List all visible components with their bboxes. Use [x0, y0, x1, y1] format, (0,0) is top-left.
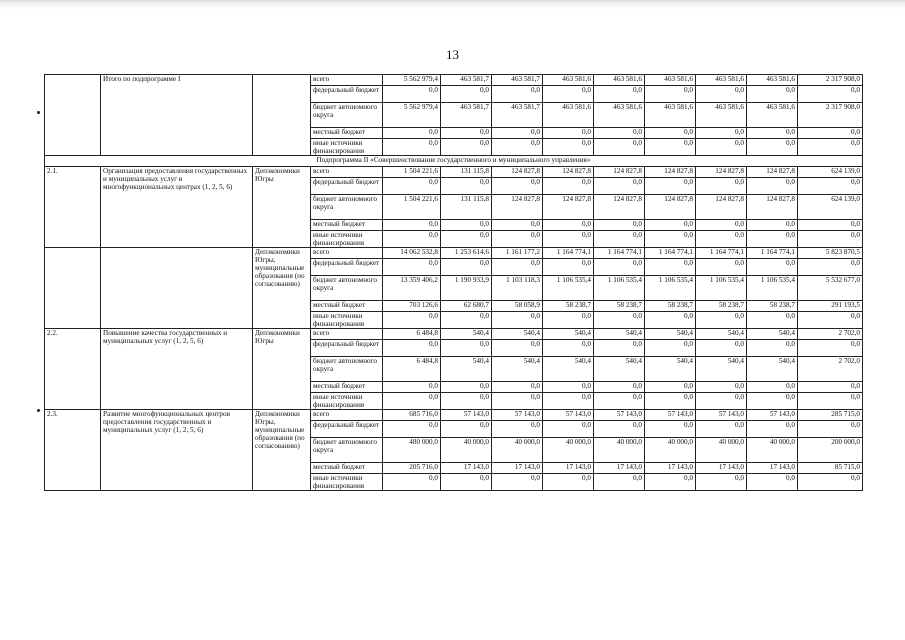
- year-value: 40 000,0: [492, 438, 543, 463]
- funding-source: федеральный бюджет: [311, 259, 383, 276]
- period-value: 0,0: [798, 474, 863, 491]
- total-value: 1 504 221,6: [383, 195, 441, 220]
- year-value: 540,4: [594, 329, 645, 340]
- year-value: 62 680,7: [441, 301, 492, 312]
- year-value: 0,0: [441, 220, 492, 231]
- year-value: 58 238,7: [645, 301, 696, 312]
- year-value: 40 000,0: [441, 438, 492, 463]
- item-executor: Депэкономики Югры: [253, 167, 311, 248]
- period-value: 0,0: [798, 259, 863, 276]
- item-executor: Депэкономики Югры, муниципальные образования (по согласованию): [253, 248, 311, 329]
- year-value: 0,0: [441, 382, 492, 393]
- year-value: 0,0: [696, 312, 747, 329]
- period-value: 0,0: [798, 178, 863, 195]
- period-value: 200 000,0: [798, 438, 863, 463]
- year-value: 0,0: [747, 178, 798, 195]
- year-value: 0,0: [747, 421, 798, 438]
- year-value: 540,4: [747, 329, 798, 340]
- funding-source: иные источники финансирования: [311, 139, 383, 156]
- year-value: 0,0: [594, 139, 645, 156]
- year-value: 0,0: [441, 128, 492, 139]
- year-value: 58 238,7: [543, 301, 594, 312]
- year-value: 540,4: [441, 329, 492, 340]
- year-value: 540,4: [696, 357, 747, 382]
- year-value: 463 581,7: [492, 75, 543, 86]
- year-value: 0,0: [492, 421, 543, 438]
- funding-source: местный бюджет: [311, 301, 383, 312]
- year-value: 0,0: [492, 220, 543, 231]
- year-value: 540,4: [645, 329, 696, 340]
- year-value: 58 238,7: [747, 301, 798, 312]
- year-value: 0,0: [645, 340, 696, 357]
- year-value: 131 115,8: [441, 167, 492, 178]
- year-value: 0,0: [543, 86, 594, 103]
- table-row: [45, 167, 863, 178]
- total-value: 0,0: [383, 178, 441, 195]
- funding-source: бюджет автономного округа: [311, 195, 383, 220]
- year-value: 57 143,0: [441, 410, 492, 421]
- year-value: 0,0: [696, 220, 747, 231]
- year-value: 0,0: [696, 139, 747, 156]
- year-value: 0,0: [594, 259, 645, 276]
- year-value: 463 581,6: [645, 75, 696, 86]
- year-value: 1 161 177,2: [492, 248, 543, 259]
- year-value: 0,0: [747, 474, 798, 491]
- funding-source: бюджет автономного округа: [311, 276, 383, 301]
- total-value: 14 062 532,8: [383, 248, 441, 259]
- funding-source: местный бюджет: [311, 220, 383, 231]
- year-value: 124 827,8: [492, 167, 543, 178]
- year-value: 540,4: [492, 357, 543, 382]
- year-value: 0,0: [747, 259, 798, 276]
- year-value: 40 000,0: [594, 438, 645, 463]
- year-value: 0,0: [645, 86, 696, 103]
- funding-source: всего: [311, 75, 383, 86]
- scan-dot: [37, 111, 40, 114]
- year-value: 124 827,8: [543, 167, 594, 178]
- year-value: 0,0: [645, 259, 696, 276]
- year-value: 124 827,8: [594, 167, 645, 178]
- funding-source: бюджет автономного округа: [311, 357, 383, 382]
- year-value: 0,0: [594, 220, 645, 231]
- year-value: 0,0: [645, 382, 696, 393]
- year-value: 124 827,8: [747, 167, 798, 178]
- year-value: 0,0: [747, 312, 798, 329]
- year-value: 540,4: [747, 357, 798, 382]
- total-value: 0,0: [383, 312, 441, 329]
- year-value: 1 106 535,4: [747, 276, 798, 301]
- scan-edge-shadow: [0, 0, 905, 14]
- year-value: 0,0: [594, 421, 645, 438]
- funding-source: всего: [311, 410, 383, 421]
- year-value: 1 164 774,1: [747, 248, 798, 259]
- funding-source: местный бюджет: [311, 463, 383, 474]
- total-value: 685 716,0: [383, 410, 441, 421]
- year-value: 0,0: [747, 340, 798, 357]
- item-name: Повышение качества государственных и муниципальных услуг (1, 2, 5, 6): [101, 329, 253, 410]
- year-value: 0,0: [441, 340, 492, 357]
- year-value: 0,0: [747, 139, 798, 156]
- year-value: 0,0: [645, 231, 696, 248]
- year-value: 0,0: [696, 86, 747, 103]
- year-value: 0,0: [696, 382, 747, 393]
- year-value: 57 143,0: [594, 410, 645, 421]
- year-value: 540,4: [696, 329, 747, 340]
- year-value: 0,0: [696, 421, 747, 438]
- total-value: 0,0: [383, 259, 441, 276]
- period-value: 0,0: [798, 382, 863, 393]
- year-value: 0,0: [696, 393, 747, 410]
- table-body: [45, 75, 863, 491]
- year-value: 0,0: [696, 340, 747, 357]
- funding-source: иные источники финансирования: [311, 393, 383, 410]
- year-value: 0,0: [441, 139, 492, 156]
- year-value: 540,4: [645, 357, 696, 382]
- item-name: Организация предоставления государственных и муниципальных услуг в многофункциональных центрах (1, 2, 5, 6): [101, 167, 253, 248]
- year-value: 0,0: [492, 139, 543, 156]
- funding-source: местный бюджет: [311, 128, 383, 139]
- year-value: 540,4: [441, 357, 492, 382]
- total-value: 0,0: [383, 220, 441, 231]
- total-value: 703 126,6: [383, 301, 441, 312]
- total-value: 13 359 406,2: [383, 276, 441, 301]
- table-row: [45, 329, 863, 340]
- year-value: 0,0: [492, 86, 543, 103]
- period-value: 5 532 677,0: [798, 276, 863, 301]
- period-value: 0,0: [798, 86, 863, 103]
- funding-source: иные источники финансирования: [311, 312, 383, 329]
- period-value: 5 823 870,5: [798, 248, 863, 259]
- funding-source: федеральный бюджет: [311, 178, 383, 195]
- year-value: 0,0: [543, 382, 594, 393]
- total-value: 0,0: [383, 382, 441, 393]
- total-value: 0,0: [383, 231, 441, 248]
- year-value: 540,4: [543, 329, 594, 340]
- year-value: 0,0: [492, 393, 543, 410]
- period-value: 0,0: [798, 231, 863, 248]
- year-value: 0,0: [645, 474, 696, 491]
- year-value: 0,0: [645, 421, 696, 438]
- funding-source: федеральный бюджет: [311, 421, 383, 438]
- total-value: 0,0: [383, 86, 441, 103]
- year-value: 17 143,0: [696, 463, 747, 474]
- total-value: 480 000,0: [383, 438, 441, 463]
- year-value: 124 827,8: [543, 195, 594, 220]
- period-value: 285 715,0: [798, 410, 863, 421]
- item-number: 2.3.: [45, 410, 101, 491]
- total-value: 6 484,8: [383, 329, 441, 340]
- year-value: 463 581,7: [492, 103, 543, 128]
- year-value: 1 164 774,1: [543, 248, 594, 259]
- year-value: 58 238,7: [696, 301, 747, 312]
- total-value: 0,0: [383, 421, 441, 438]
- year-value: 0,0: [543, 178, 594, 195]
- period-value: 291 193,5: [798, 301, 863, 312]
- item-executor: [253, 75, 311, 156]
- year-value: 0,0: [696, 178, 747, 195]
- year-value: 124 827,8: [492, 195, 543, 220]
- subprogram-header-row: [45, 156, 863, 167]
- year-value: 0,0: [594, 393, 645, 410]
- year-value: 0,0: [747, 86, 798, 103]
- year-value: 131 115,8: [441, 195, 492, 220]
- year-value: 1 106 535,4: [696, 276, 747, 301]
- year-value: 0,0: [543, 259, 594, 276]
- year-value: 0,0: [543, 312, 594, 329]
- year-value: 57 143,0: [645, 410, 696, 421]
- year-value: 40 000,0: [747, 438, 798, 463]
- year-value: 1 106 535,4: [543, 276, 594, 301]
- year-value: 1 164 774,1: [594, 248, 645, 259]
- year-value: 40 000,0: [645, 438, 696, 463]
- item-name: [101, 248, 253, 329]
- year-value: 0,0: [645, 128, 696, 139]
- year-value: 17 143,0: [747, 463, 798, 474]
- year-value: 463 581,6: [747, 103, 798, 128]
- year-value: 57 143,0: [543, 410, 594, 421]
- period-value: 0,0: [798, 220, 863, 231]
- year-value: 1 190 933,9: [441, 276, 492, 301]
- year-value: 58 238,7: [594, 301, 645, 312]
- year-value: 17 143,0: [645, 463, 696, 474]
- period-value: 0,0: [798, 312, 863, 329]
- year-value: 0,0: [594, 340, 645, 357]
- year-value: 0,0: [543, 421, 594, 438]
- year-value: 124 827,8: [645, 195, 696, 220]
- year-value: 0,0: [441, 312, 492, 329]
- year-value: 463 581,6: [696, 75, 747, 86]
- year-value: 0,0: [696, 231, 747, 248]
- total-value: 6 484,8: [383, 357, 441, 382]
- funding-source: бюджет автономного округа: [311, 438, 383, 463]
- table-row: [45, 410, 863, 421]
- year-value: 58 058,9: [492, 301, 543, 312]
- period-value: 85 715,0: [798, 463, 863, 474]
- year-value: 1 103 118,3: [492, 276, 543, 301]
- item-name: Итого по подпрограмме I: [101, 75, 253, 156]
- period-value: 0,0: [798, 128, 863, 139]
- funding-source: всего: [311, 167, 383, 178]
- total-value: 0,0: [383, 340, 441, 357]
- year-value: 540,4: [492, 329, 543, 340]
- year-value: 0,0: [645, 220, 696, 231]
- year-value: 463 581,6: [543, 103, 594, 128]
- year-value: 0,0: [441, 86, 492, 103]
- year-value: 0,0: [747, 393, 798, 410]
- year-value: 0,0: [747, 220, 798, 231]
- period-value: 2 317 908,0: [798, 75, 863, 86]
- year-value: 0,0: [645, 178, 696, 195]
- total-value: 5 562 979,4: [383, 103, 441, 128]
- year-value: 463 581,6: [594, 75, 645, 86]
- year-value: 0,0: [696, 474, 747, 491]
- year-value: 0,0: [594, 178, 645, 195]
- year-value: 0,0: [441, 393, 492, 410]
- page-number: 13: [446, 47, 459, 62]
- total-value: 205 716,0: [383, 463, 441, 474]
- scan-dot: [37, 409, 40, 412]
- year-value: 463 581,6: [747, 75, 798, 86]
- year-value: 124 827,8: [645, 167, 696, 178]
- total-value: 0,0: [383, 128, 441, 139]
- item-number: 2.1.: [45, 167, 101, 248]
- year-value: 0,0: [645, 312, 696, 329]
- year-value: 0,0: [594, 474, 645, 491]
- year-value: 0,0: [441, 474, 492, 491]
- year-value: 17 143,0: [543, 463, 594, 474]
- year-value: 0,0: [543, 128, 594, 139]
- period-value: 2 317 908,0: [798, 103, 863, 128]
- total-value: 0,0: [383, 474, 441, 491]
- period-value: 0,0: [798, 421, 863, 438]
- period-value: 2 702,0: [798, 357, 863, 382]
- year-value: 40 000,0: [696, 438, 747, 463]
- year-value: 0,0: [492, 312, 543, 329]
- period-value: 2 702,0: [798, 329, 863, 340]
- funding-source: федеральный бюджет: [311, 86, 383, 103]
- total-value: 1 504 221,6: [383, 167, 441, 178]
- year-value: 0,0: [543, 474, 594, 491]
- budget-table: [44, 74, 863, 491]
- year-value: 0,0: [543, 340, 594, 357]
- item-number: [45, 75, 101, 156]
- period-value: 0,0: [798, 340, 863, 357]
- year-value: 17 143,0: [441, 463, 492, 474]
- table-row: [45, 248, 863, 259]
- funding-source: федеральный бюджет: [311, 340, 383, 357]
- year-value: 1 106 535,4: [594, 276, 645, 301]
- year-value: 124 827,8: [696, 195, 747, 220]
- year-value: 463 581,6: [645, 103, 696, 128]
- year-value: 0,0: [696, 259, 747, 276]
- period-value: 0,0: [798, 393, 863, 410]
- year-value: 0,0: [594, 312, 645, 329]
- year-value: 540,4: [594, 357, 645, 382]
- year-value: 0,0: [441, 259, 492, 276]
- year-value: 0,0: [747, 128, 798, 139]
- year-value: 0,0: [747, 231, 798, 248]
- year-value: 0,0: [645, 393, 696, 410]
- year-value: 57 143,0: [696, 410, 747, 421]
- subprogram-title: Подпрограмма II «Совершенствование государственного и муниципального управления»: [45, 156, 863, 167]
- year-value: 463 581,6: [594, 103, 645, 128]
- funding-source: иные источники финансирования: [311, 474, 383, 491]
- year-value: 0,0: [594, 86, 645, 103]
- year-value: 0,0: [492, 178, 543, 195]
- funding-source: всего: [311, 329, 383, 340]
- year-value: 0,0: [543, 139, 594, 156]
- table-row: [45, 75, 863, 86]
- total-value: 0,0: [383, 393, 441, 410]
- year-value: 0,0: [492, 474, 543, 491]
- year-value: 124 827,8: [747, 195, 798, 220]
- period-value: 624 139,0: [798, 195, 863, 220]
- year-value: 0,0: [543, 220, 594, 231]
- item-name: Развитие многофункциональных центров предоставления государственных и муниципальных услуг (1, 2, 5, 6): [101, 410, 253, 491]
- year-value: 1 164 774,1: [645, 248, 696, 259]
- item-number: [45, 248, 101, 329]
- year-value: 463 581,7: [441, 103, 492, 128]
- year-value: 17 143,0: [492, 463, 543, 474]
- year-value: 0,0: [492, 128, 543, 139]
- year-value: 0,0: [441, 231, 492, 248]
- year-value: 540,4: [543, 357, 594, 382]
- year-value: 0,0: [441, 421, 492, 438]
- year-value: 124 827,8: [594, 195, 645, 220]
- year-value: 0,0: [543, 231, 594, 248]
- year-value: 463 581,7: [441, 75, 492, 86]
- funding-source: местный бюджет: [311, 382, 383, 393]
- funding-source: бюджет автономного округа: [311, 103, 383, 128]
- year-value: 57 143,0: [747, 410, 798, 421]
- year-value: 40 000,0: [543, 438, 594, 463]
- year-value: 57 143,0: [492, 410, 543, 421]
- year-value: 0,0: [645, 139, 696, 156]
- total-value: 5 562 979,4: [383, 75, 441, 86]
- year-value: 0,0: [492, 231, 543, 248]
- funding-source: иные источники финансирования: [311, 231, 383, 248]
- period-value: 624 139,0: [798, 167, 863, 178]
- year-value: 463 581,6: [543, 75, 594, 86]
- year-value: 0,0: [594, 128, 645, 139]
- item-executor: Депэкономики Югры: [253, 329, 311, 410]
- period-value: 0,0: [798, 139, 863, 156]
- year-value: 0,0: [594, 231, 645, 248]
- year-value: 17 143,0: [594, 463, 645, 474]
- year-value: 1 164 774,1: [696, 248, 747, 259]
- year-value: 0,0: [594, 382, 645, 393]
- year-value: 0,0: [747, 382, 798, 393]
- year-value: 0,0: [492, 259, 543, 276]
- year-value: 1 106 535,4: [645, 276, 696, 301]
- year-value: 124 827,8: [696, 167, 747, 178]
- year-value: 0,0: [492, 382, 543, 393]
- year-value: 463 581,6: [696, 103, 747, 128]
- item-number: 2.2.: [45, 329, 101, 410]
- year-value: 0,0: [696, 128, 747, 139]
- year-value: 1 253 614,6: [441, 248, 492, 259]
- year-value: 0,0: [543, 393, 594, 410]
- year-value: 0,0: [441, 178, 492, 195]
- funding-source: всего: [311, 248, 383, 259]
- total-value: 0,0: [383, 139, 441, 156]
- item-executor: Депэкономики Югры, муниципальные образования (по согласованию): [253, 410, 311, 491]
- year-value: 0,0: [492, 340, 543, 357]
